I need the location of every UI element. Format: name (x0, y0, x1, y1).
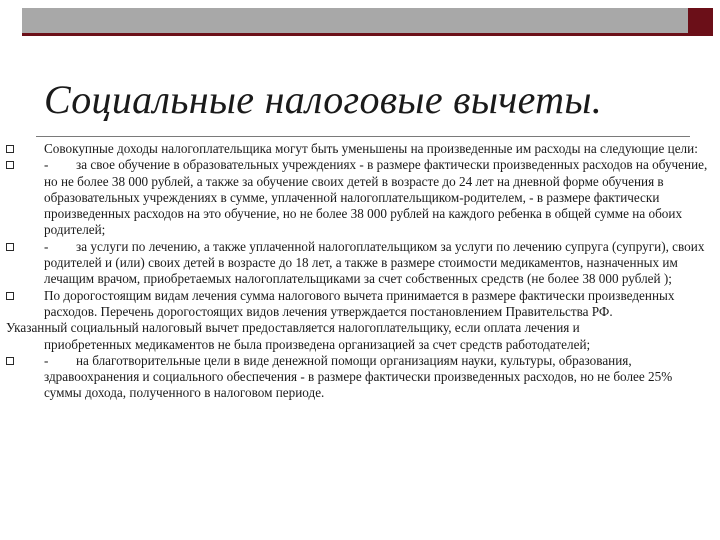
paragraph (6, 320, 712, 353)
list-item-text: По дорогостоящим видам лечения сумма налогового вычета принимается в размере фактически произведенных расходов. Перечень дорогостоящих видов лечения утверждается постановлением Правительства РФ. (44, 287, 675, 319)
slide-title: Социальные налоговые вычеты. (44, 77, 603, 122)
list-item-text: на благотворительные цели в виде денежной помощи организациям науки, культуры, образования, здравоохранения и социального обеспечения - в размере фактически произведенных расходов, но не более 25% суммы дохода, полученного в налоговом периоде. (44, 352, 673, 401)
list-item (6, 141, 712, 157)
square-bullet-icon (6, 145, 14, 153)
list-item-dash: - (44, 352, 49, 368)
paragraph-first-line: Указанный социальный налоговый вычет предоставляется налогоплательщику, если оплата лечения и (6, 320, 580, 336)
paragraph-continuation: приобретенных медикаментов не была произведена организацией за счет средств работодателей; (44, 336, 591, 352)
title-divider (36, 136, 690, 137)
list-item-text: за свое обучение в образовательных учреждениях - в размере фактически произведенных расходов на обучение, но не более 38 000 рублей, а также за обучение своих детей в возрасте до 24 лет на дневной форме обучения в образовательных учреждениях в сумме, уплаченной налогоплательщиком-родителем, - в размере фактически произведенных расходов на это обучение, но не более 38 000 рублей на каждого ребенка в общей сумме на обоих родителей; (44, 157, 708, 238)
list-item (6, 239, 712, 288)
header-accent-square (688, 8, 713, 36)
list-item-dash: - (44, 157, 49, 173)
square-bullet-icon (6, 161, 14, 169)
square-bullet-icon (6, 243, 14, 251)
square-bullet-icon (6, 357, 14, 365)
list-item (6, 288, 712, 321)
list-item-text: Совокупные доходы налогоплательщика могут быть уменьшены на произведенные им расходы на следующие цели: (44, 141, 698, 156)
list-item (6, 157, 712, 238)
slide-body (6, 141, 712, 402)
list-item-text: за услуги по лечению, а также уплаченной налогоплательщиком за услуги по лечению супруга (супруги), своих родителей и (или) своих детей в возрасте до 18 лет, а также в размере стоимости медикаментов, назначенных им лечащим врачом, приобретаемых налогоплательщиками за счет собственных средств (не более 38 000 рублей ); (44, 238, 705, 287)
square-bullet-icon (6, 292, 14, 300)
header-bar (22, 8, 689, 36)
list-item (6, 353, 712, 402)
list-item-dash: - (44, 238, 49, 254)
